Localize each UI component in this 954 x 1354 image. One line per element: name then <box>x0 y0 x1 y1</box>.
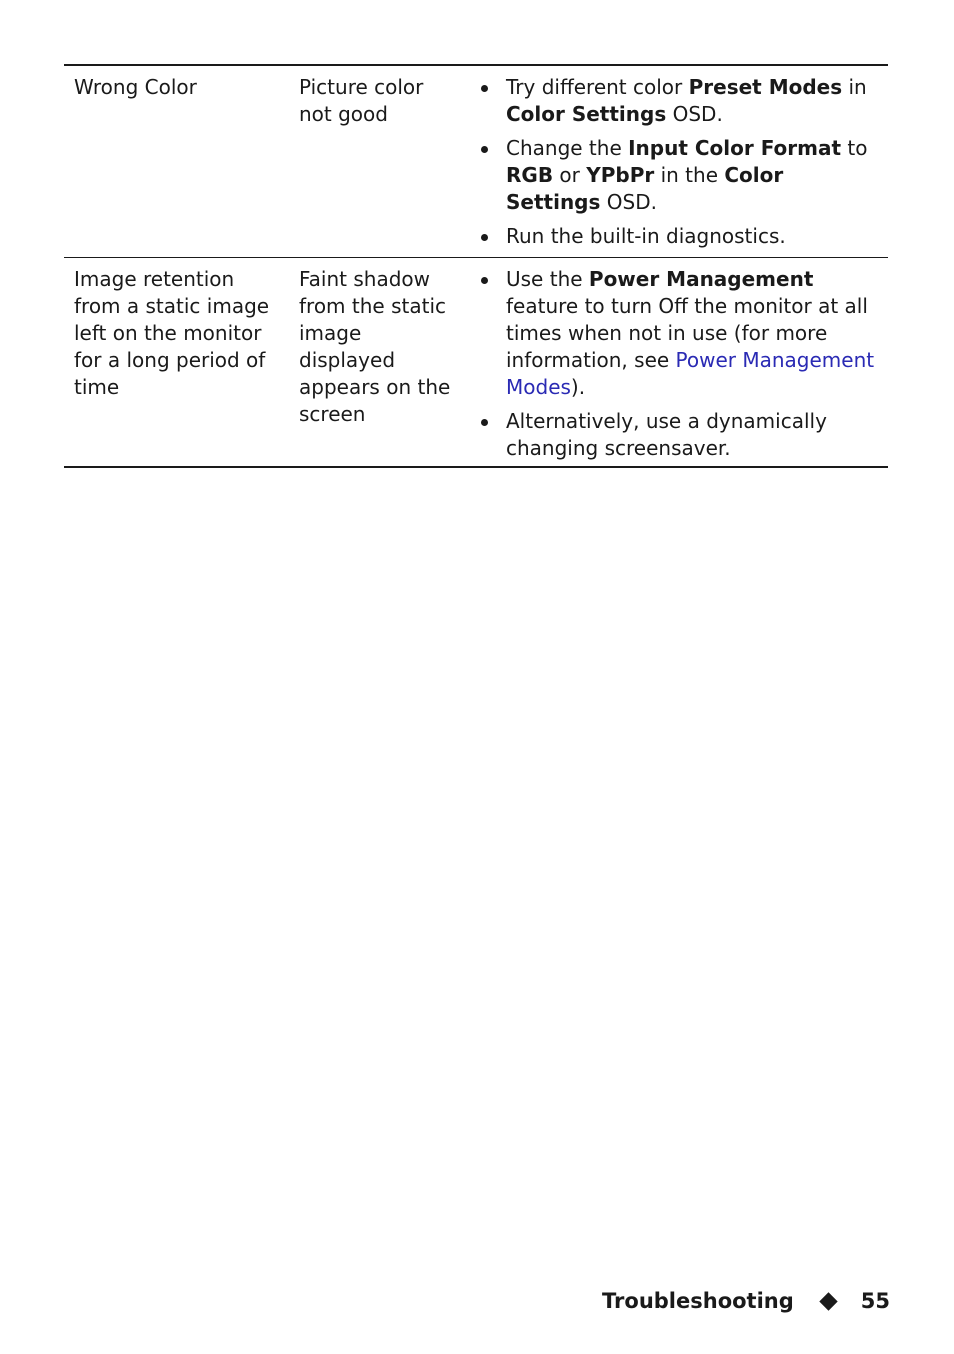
table-row <box>64 66 888 257</box>
solution-item <box>470 266 882 401</box>
page-footer <box>600 1286 890 1316</box>
solution-text: ). <box>570 375 586 399</box>
solution-item <box>470 74 882 128</box>
solution-text: or <box>553 163 587 187</box>
solution-item <box>470 223 882 250</box>
setting-name: Preset Modes <box>688 75 843 99</box>
table-row <box>64 257 888 466</box>
solution-list <box>470 266 882 462</box>
solution-text: in <box>842 75 867 99</box>
page-number: 55 <box>860 1289 890 1313</box>
solutions-cell <box>470 258 888 466</box>
solution-text: OSD. <box>666 102 723 126</box>
symptom-cell: Picture color not good <box>299 75 424 126</box>
section-title: Troubleshooting <box>602 1289 794 1313</box>
solution-text: in the <box>654 163 725 187</box>
solution-text: Try different color <box>506 75 689 99</box>
troubleshooting-table <box>64 64 888 468</box>
setting-name: Color Settings <box>506 163 784 214</box>
setting-name: YPbPr <box>586 163 655 187</box>
solution-item <box>470 408 882 462</box>
setting-name: Color Settings <box>506 102 667 126</box>
diamond-icon <box>819 1292 837 1310</box>
solution-list <box>470 74 882 250</box>
symptom-cell: Faint shadow from the static image displayed appears on the screen <box>299 267 451 426</box>
solution-text: OSD. <box>600 190 657 214</box>
setting-name: Power Management <box>588 267 814 291</box>
solution-item <box>470 135 882 216</box>
problem-cell: Image retention from a static image left on the monitor for a long period of time <box>74 267 270 399</box>
solution-text: Use the <box>506 267 589 291</box>
problem-cell: Wrong Color <box>74 75 197 99</box>
setting-name: RGB <box>506 163 554 187</box>
setting-name: Input Color Format <box>628 136 842 160</box>
solutions-cell <box>470 66 888 257</box>
solution-text: to <box>841 136 868 160</box>
solution-text: Run the built-in diagnostics. <box>506 224 786 248</box>
solution-text: feature to turn Off the monitor at all times when not in use (for more information, see <box>506 294 868 372</box>
power-management-modes-link[interactable]: Power Management Modes <box>506 348 875 399</box>
solution-text: Alternatively, use a dynamically changing screensaver. <box>506 409 827 460</box>
solution-text: Change the <box>506 136 629 160</box>
